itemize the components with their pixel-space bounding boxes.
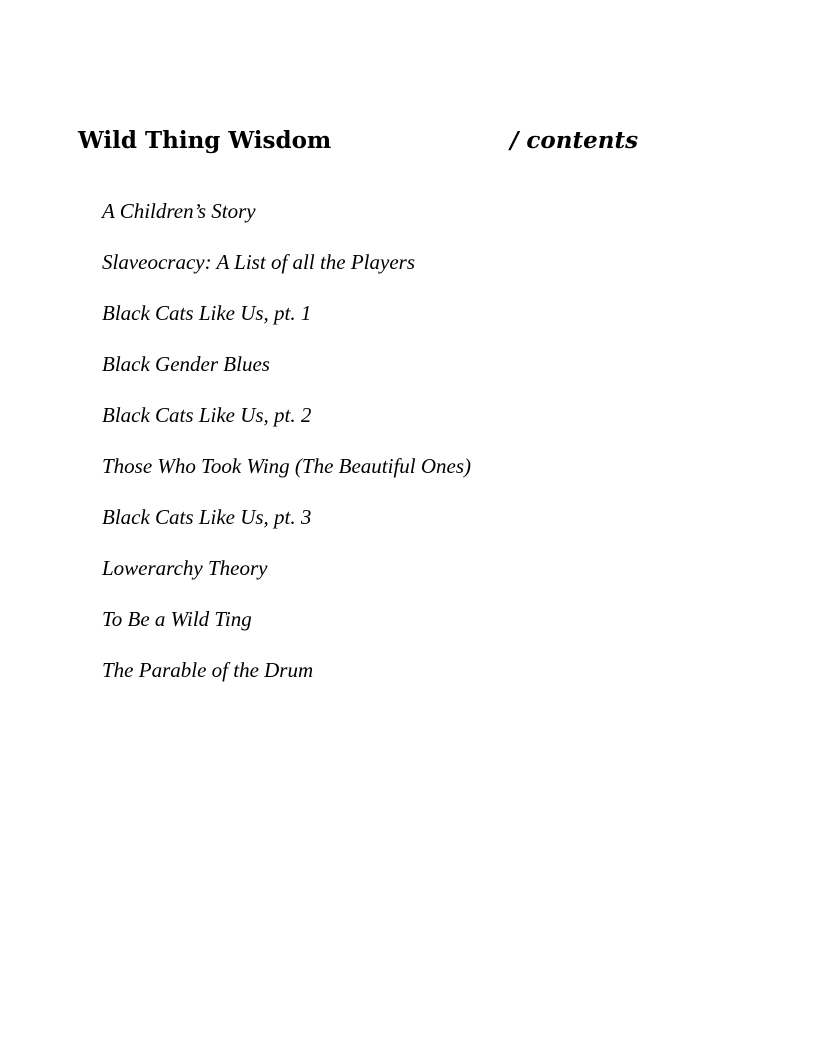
toc-item: Those Who Took Wing (The Beautiful Ones) [102,454,472,478]
toc-item: The Parable of the Drum [102,658,314,682]
toc-item: Black Gender Blues [102,352,270,376]
toc-item: Black Cats Like Us, pt. 3 [102,505,312,529]
toc-item: Black Cats Like Us, pt. 2 [102,403,312,427]
toc-item: To Be a Wild Ting [102,607,252,631]
toc-item: Slaveocracy: A List of all the Players [102,250,416,274]
book-title: Wild Thing Wisdom [78,127,332,154]
table-of-contents [102,197,471,707]
toc-item: Black Cats Like Us, pt. 1 [102,301,312,325]
contents-label: / contents [510,127,639,154]
toc-item: Lowerarchy Theory [102,556,268,580]
page-header [78,123,678,159]
toc-item: A Children’s Story [102,199,256,223]
